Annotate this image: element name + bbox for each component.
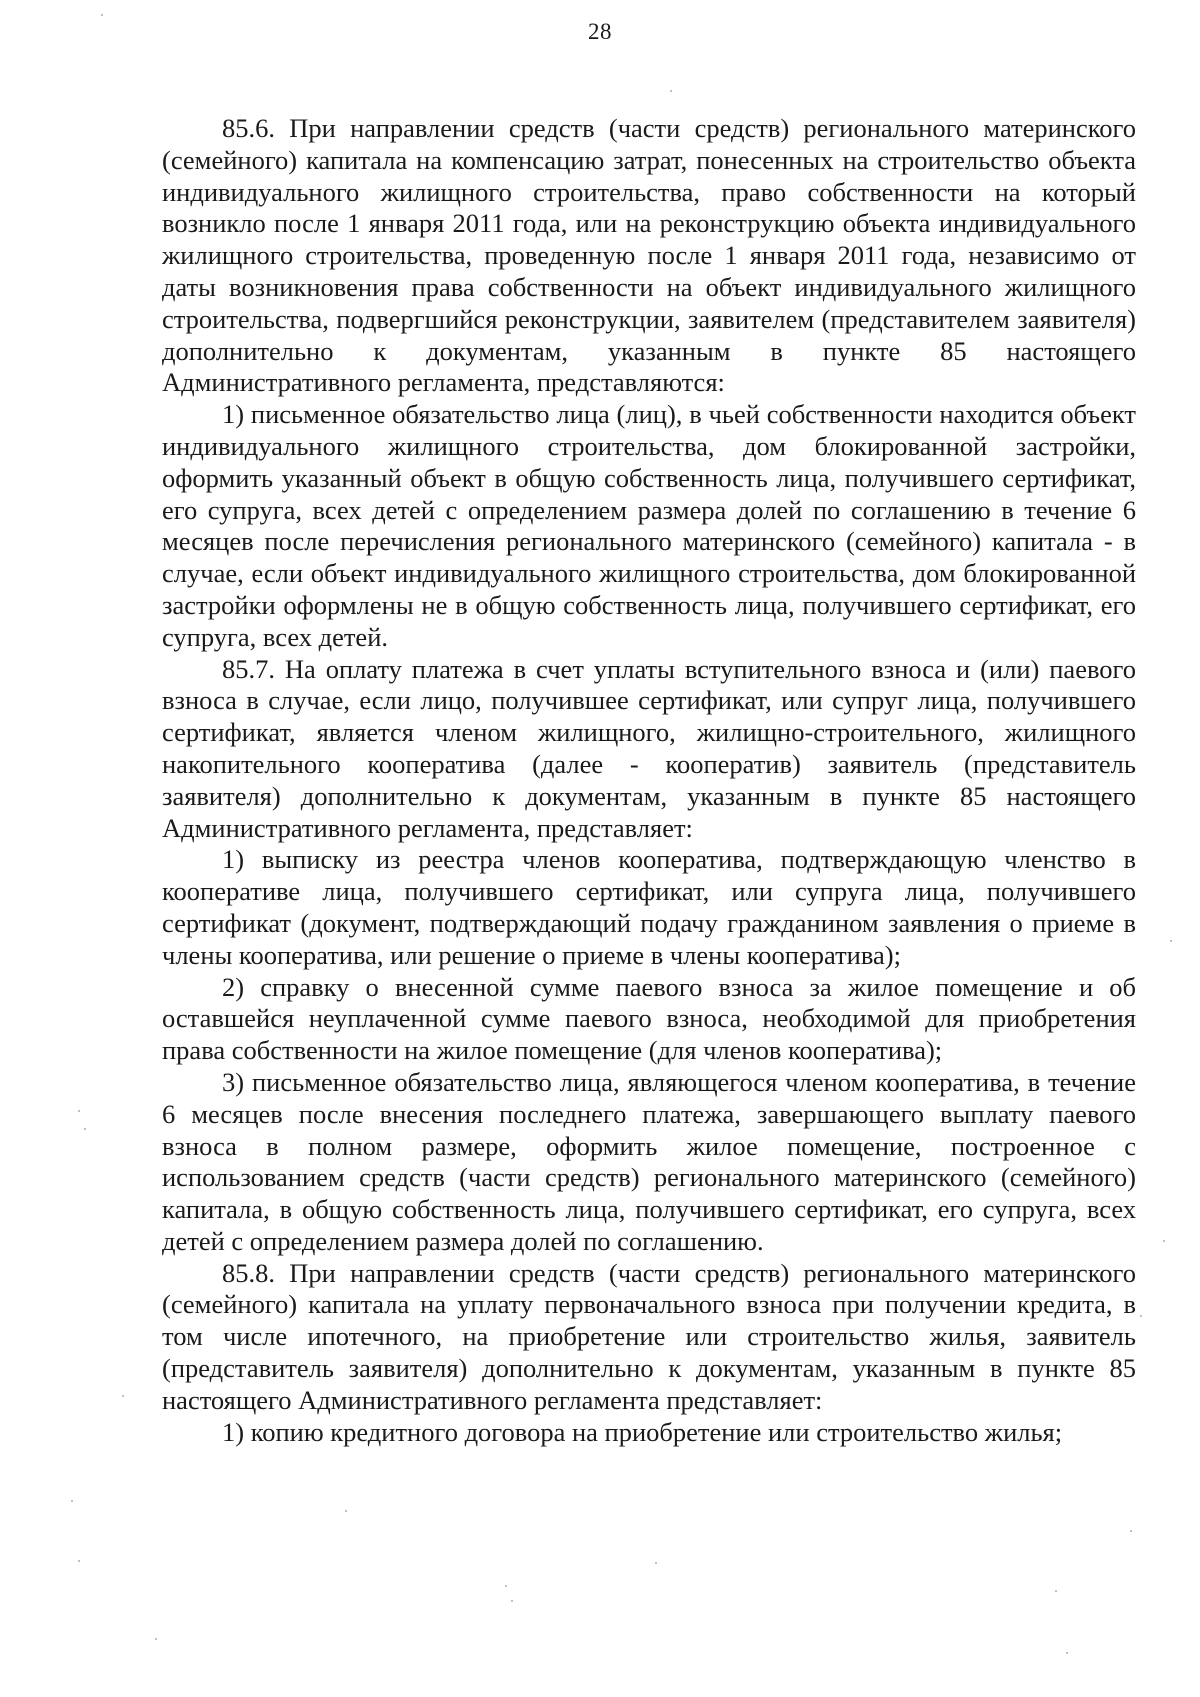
scan-speck — [155, 1638, 157, 1640]
scan-speck — [1170, 940, 1172, 942]
scan-speck — [1055, 1590, 1057, 1592]
scan-speck — [101, 14, 103, 16]
paragraph-85-7-item-2: 2) справку о внесенной сумме паевого взноса за жилое помещение и об оставшейся неуплаченной сумме паевого взноса, необходимой для приобретения права собственности на жилое помещение (для членов кооператива); — [162, 971, 1136, 1066]
document-body — [162, 113, 1136, 1448]
scan-speck — [670, 90, 672, 92]
scan-speck — [1130, 1530, 1132, 1532]
scan-speck — [1163, 1240, 1165, 1242]
paragraph-85-6-item-1: 1) письменное обязательство лица (лиц), в чьей собственности находится объект индивидуального жилищного строительства, дом блокированной застройки, оформить указанный объект в общую собственность лица, получившего сертификат, его супруга, всех детей с определением размера долей по соглашению в течение 6 месяцев после перечисления регионального материнского (семейного) капитала - в случае, если объект индивидуального жилищного строительства, дом блокированной застройки оформлены не в общую собственность лица, получившего сертификат, его супруга, всех детей. — [162, 399, 1136, 652]
scan-speck — [71, 1500, 73, 1502]
scan-speck — [1066, 1652, 1068, 1654]
paragraph-85-7: 85.7. На оплату платежа в счет уплаты вступительного взноса и (или) паевого взноса в случае, если лицо, получившее сертификат, или супруг лица, получившего сертификат, является членом жилищного, жилищно-строительного, жилищного накопительного кооператива (далее - кооператив) заявитель (представитель заявителя) дополнительно к документам, указанным в пункте 85 настоящего Административного регламента, представляет: — [162, 653, 1136, 843]
scan-speck — [345, 1510, 347, 1512]
scan-speck — [505, 1585, 507, 1587]
scan-speck — [511, 1600, 513, 1602]
scan-speck — [122, 1395, 124, 1397]
paragraph-85-8: 85.8. При направлении средств (части средств) регионального материнского (семейного) капитала на уплату первоначального взноса при получении кредита, в том числе ипотечного, на приобретение или строительство жилья, заявитель (представитель заявителя) дополнительно к документам, указанным в пункте 85 настоящего Административного регламента представляет: — [162, 1257, 1136, 1415]
paragraph-85-6: 85.6. При направлении средств (части средств) регионального материнского (семейного) капитала на компенсацию затрат, понесенных на строительство объекта индивидуального жилищного строительства, право собственности на который возникло после 1 января 2011 года, или на реконструкцию объекта индивидуального жилищного строительства, проведенную после 1 января 2011 года, независимо от даты возникновения права собственности на объект индивидуального жилищного строительства, подвергшийся реконструкции, заявителем (представителем заявителя) дополнительно к документам, указанным в пункте 85 настоящего Административного регламента, представляются: — [162, 113, 1136, 398]
scan-speck — [78, 1110, 80, 1112]
scan-speck — [655, 1562, 657, 1564]
scan-speck — [1140, 1315, 1142, 1317]
paragraph-85-7-item-1: 1) выписку из реестра членов кооператива, подтверждающую членство в кооперативе лица, получившего сертификат, или супруга лица, получившего сертификат (документ, подтверждающий подачу гражданином заявления о приеме в члены кооператива, или решение о приеме в члены кооператива); — [162, 844, 1136, 970]
paragraph-85-7-item-3: 3) письменное обязательство лица, являющегося членом кооператива, в течение 6 месяцев после внесения последнего платежа, завершающего выплату паевого взноса в полном размере, оформить жилое помещение, построенное с использованием средств (части средств) регионального материнского (семейного) капитала, в общую собственность лица, получившего сертификат, его супруга, всех детей с определением размера долей по соглашению. — [162, 1066, 1136, 1256]
scan-speck — [84, 1128, 86, 1130]
page-number: 28 — [588, 19, 612, 44]
scan-speck — [78, 1560, 80, 1562]
paragraph-85-8-item-1: 1) копию кредитного договора на приобретение или строительство жилья; — [222, 1416, 1063, 1447]
